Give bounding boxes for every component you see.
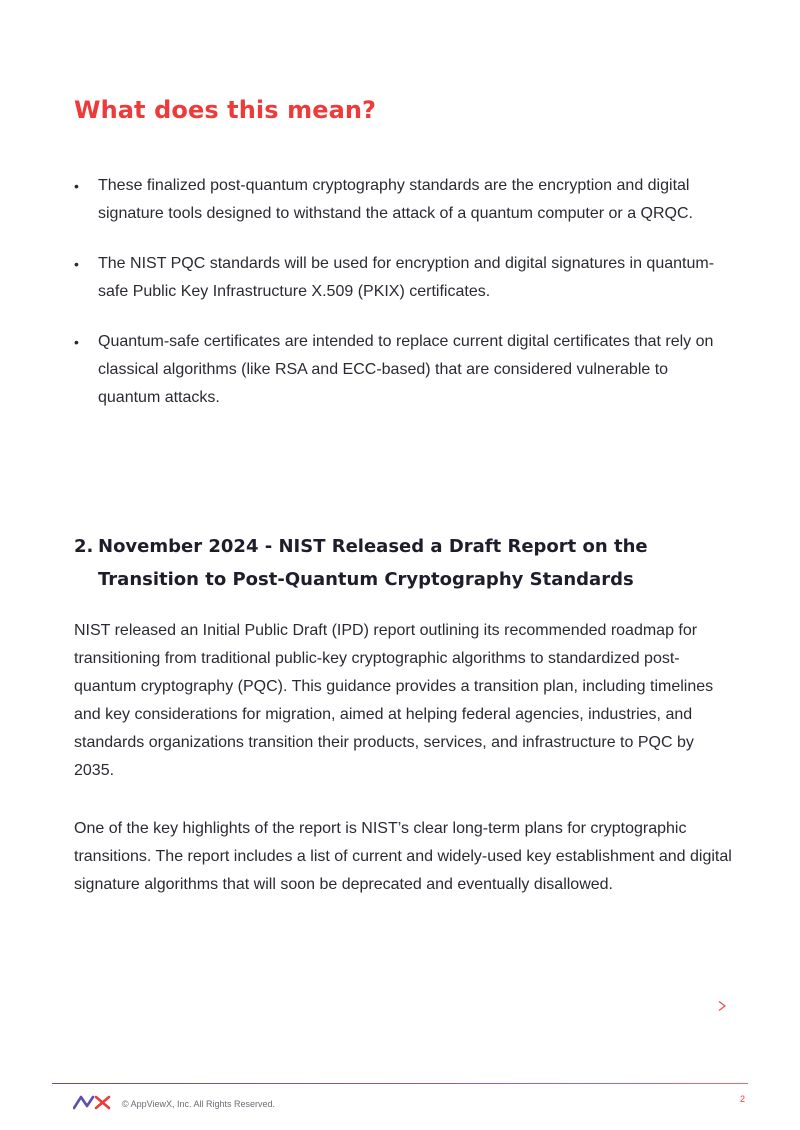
appviewx-logo-icon xyxy=(73,1094,113,1110)
footer-divider xyxy=(52,1083,748,1084)
page-heading: What does this mean? xyxy=(74,96,377,124)
page-number: 2 xyxy=(740,1094,746,1104)
next-arrow-icon[interactable] xyxy=(547,998,727,1014)
section-heading xyxy=(74,530,734,596)
bullet-icon: • xyxy=(74,256,79,272)
body-paragraph: One of the key highlights of the report is NIST’s clear long-term plans for cryptographic transitions. The report includes a list of current and widely-used key establishment and digital signature algorithms that will soon be deprecated and eventually disallowed. xyxy=(74,820,732,893)
bullet-icon: • xyxy=(74,178,79,194)
section-number: 2. xyxy=(74,536,94,557)
list-item xyxy=(74,250,734,306)
section-title: November 2024 - NIST Released a Draft Report on the Transition to Post-Quantum Cryptography Standards xyxy=(98,536,648,590)
list-item xyxy=(74,172,734,228)
footer-copyright: © AppViewX, Inc. All Rights Reserved. xyxy=(122,1099,276,1109)
bullet-icon: • xyxy=(74,334,79,350)
list-item xyxy=(74,328,734,412)
body-paragraph: NIST released an Initial Public Draft (IPD) report outlining its recommended roadmap for transitioning from traditional public-key cryptographic algorithms to standardized post-quantum cryptography (PQC). This guidance provides a transition plan, including timelines and key considerations for migration, aimed at helping federal agencies, industries, and standards organizations transition their products, services, and infrastructure to PQC by 2035. xyxy=(74,622,714,779)
bullet-text: The NIST PQC standards will be used for encryption and digital signatures in quantum-safe Public Key Infrastructure X.509 (PKIX) certificates. xyxy=(98,255,715,300)
bullet-text: These finalized post-quantum cryptography standards are the encryption and digital signature tools designed to withstand the attack of a quantum computer or a QRQC. xyxy=(98,177,693,222)
bullet-list xyxy=(74,172,734,434)
bullet-text: Quantum-safe certificates are intended to replace current digital certificates that rely on classical algorithms (like RSA and ECC-based) that are considered vulnerable to quantum attacks. xyxy=(98,333,714,406)
